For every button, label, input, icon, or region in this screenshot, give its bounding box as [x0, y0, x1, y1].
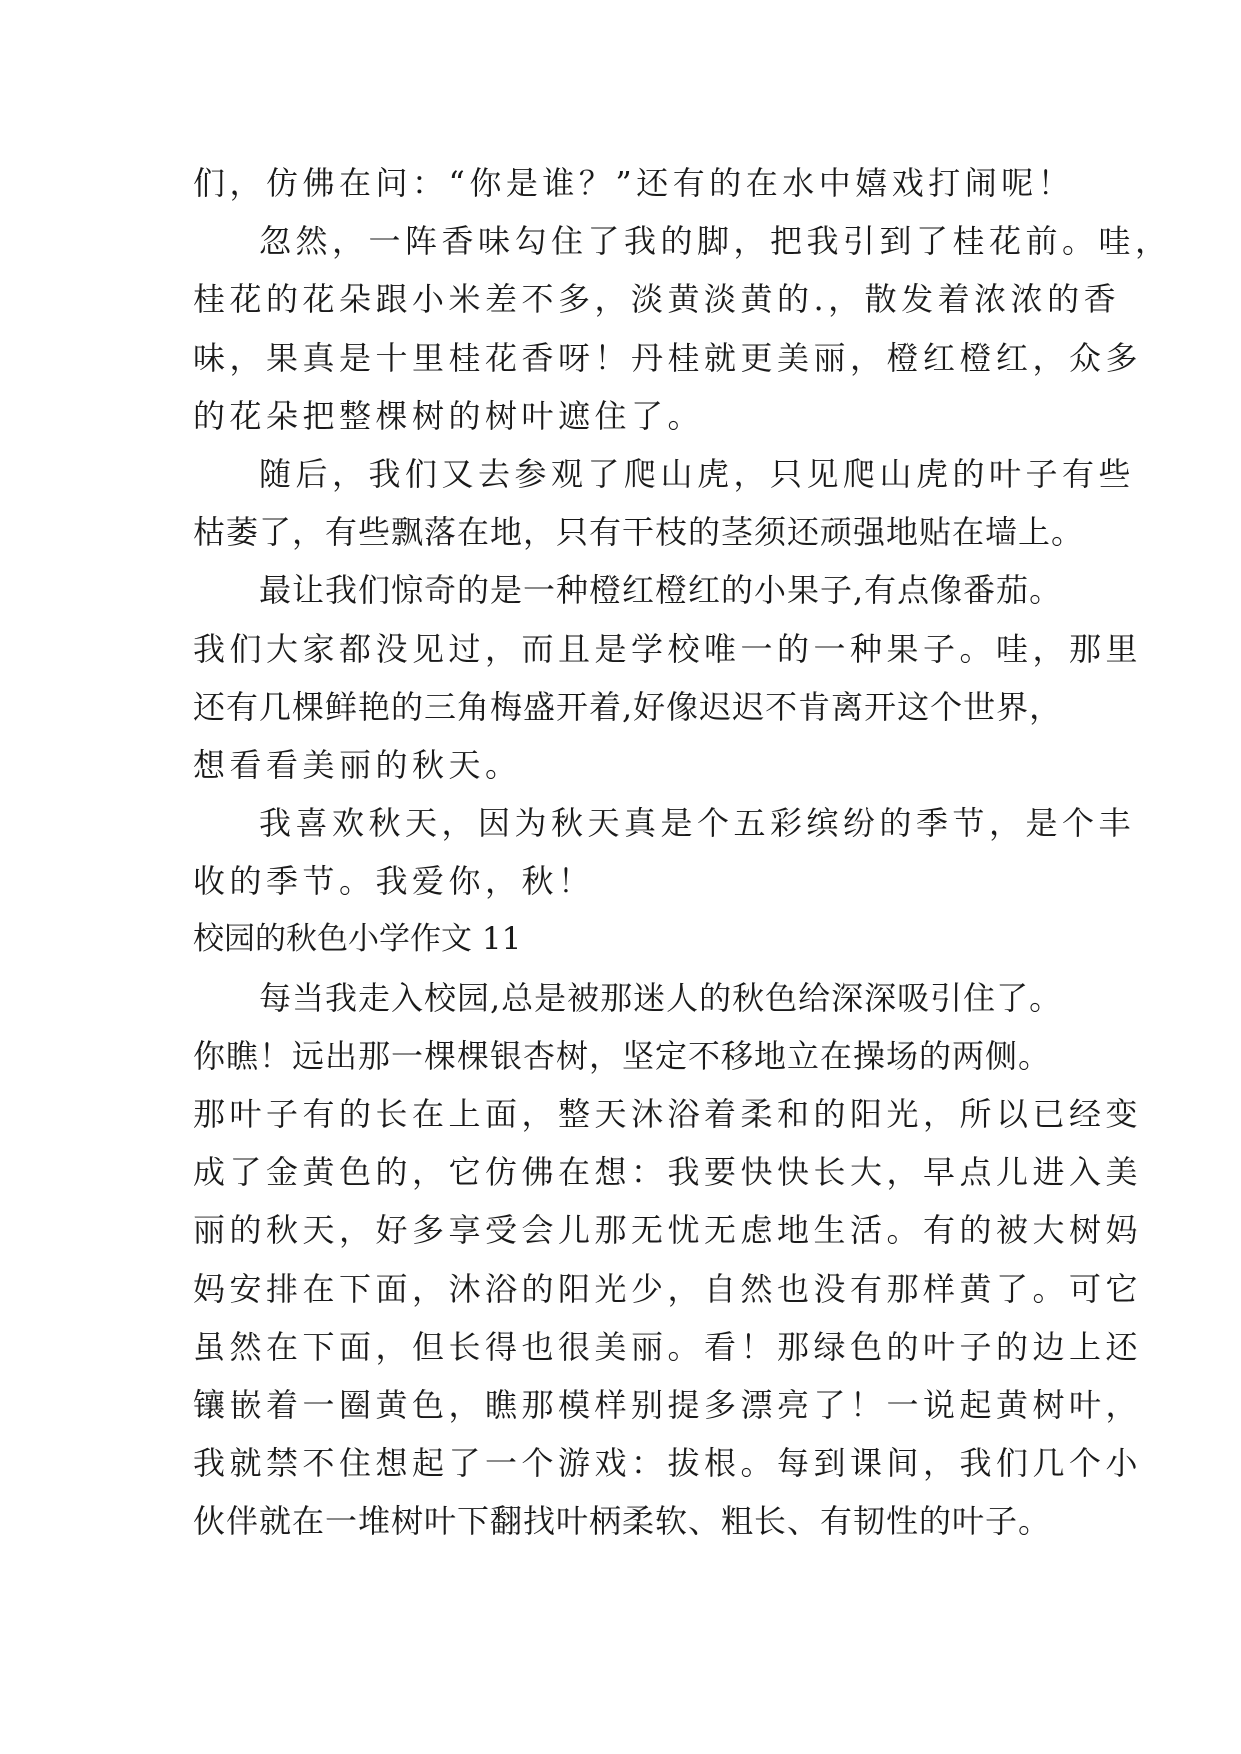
text-line: 我就禁不住想起了一个游戏：拔根。每到课间，我们几个小 [193, 1444, 1143, 1483]
text-line: 味，果真是十里桂花香呀！丹桂就更美丽，橙红橙红，众多 [193, 338, 1143, 377]
essay-body [193, 154, 1172, 1551]
text-line: 我们大家都没见过，而且是学校唯一的一种果子。哇，那里 [193, 629, 1143, 668]
text-line: 想看看美丽的秋天。 [193, 745, 522, 784]
text-line: 们，仿佛在问：“你是谁？”还有的在水中嬉戏打闹呢！ [193, 164, 1075, 202]
text-line: 成了金黄色的，它仿佛在想：我要快快长大，早点儿进入美 [193, 1153, 1143, 1192]
paragraph-start-line: 忽然，一阵香味勾住了我的脚，把我引到了桂花前。哇， [259, 222, 1172, 261]
text-line: 还有几棵鲜艳的三角梅盛开着,好像迟迟不肯离开这个世界， [193, 687, 1063, 726]
text-line: 桂花的花朵跟小米差不多，淡黄淡黄的.，散发着浓浓的香 [193, 280, 1121, 319]
text-line: 虽然在下面，但长得也很美丽。看！那绿色的叶子的边上还 [193, 1327, 1143, 1366]
text-line: 你瞧！远出那一棵棵银杏树，坚定不移地立在操场的两侧。 [193, 1036, 1052, 1075]
paragraph-start-line: 每当我走入校园,总是被那迷人的秋色给深深吸引住了。 [259, 978, 1063, 1017]
paragraph-start-line: 最让我们惊奇的是一种橙红橙红的小果子,有点像番茄。 [259, 571, 1063, 610]
text-line: 收的季节。我爱你，秋！ [193, 862, 595, 901]
section-title: 校园的秋色小学作文 11 [193, 921, 522, 958]
text-line: 枯萎了，有些飘落在地，只有干枝的茎须还顽强地贴在墙上。 [193, 513, 1085, 552]
text-line: 伙伴就在一堆树叶下翻找叶柄柔软、粗长、有韧性的叶子。 [193, 1502, 1052, 1541]
text-line: 那叶子有的长在上面，整天沐浴着柔和的阳光，所以已经变 [193, 1095, 1143, 1133]
text-line: 镶嵌着一圈黄色，瞧那模样别提多漂亮了！一说起黄树叶， [193, 1385, 1143, 1424]
text-line: 丽的秋天，好多享受会儿那无忧无虑地生活。有的被大树妈 [193, 1211, 1143, 1250]
text-line: 妈安排在下面，沐浴的阳光少，自然也没有那样黄了。可它 [193, 1269, 1143, 1308]
text-line: 的花朵把整棵树的树叶遮住了。 [193, 396, 705, 435]
paragraph-start-line: 随后，我们又去参观了爬山虎，只见爬山虎的叶子有些 [259, 454, 1136, 493]
paragraph-start-line: 我喜欢秋天，因为秋天真是个五彩缤纷的季节，是个丰 [259, 804, 1136, 843]
